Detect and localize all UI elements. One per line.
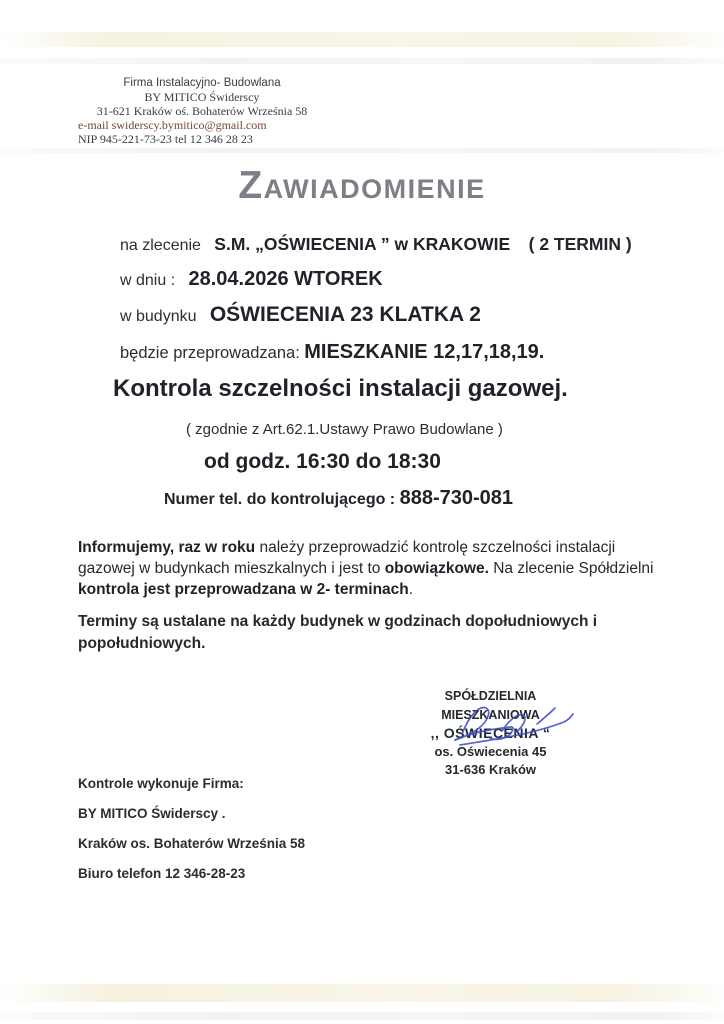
inspection-hours: od godz. 16:30 do 18:30 [204,450,441,473]
notice-line-building [120,303,481,327]
date-label: w dniu : [120,272,176,289]
scan-artifact-band [0,984,724,1002]
info-text-1: należy przeprowadzić kontrolę szczelności instalacji gazowej w budynkach mieszkalnych i jest to [78,539,616,577]
apartments-label: będzie przeprowadzana: [120,344,300,362]
info-bold-obowiazkowe: obowiązkowe. [384,560,489,577]
inspection-headline: Kontrola szczelności instalacji gazowej. [113,375,568,402]
building-value: OŚWIECENIA 23 KLATKA 2 [209,303,481,326]
commission-value: S.M. „OŚWIECENIA ” w KRAKOWIE [214,234,511,254]
letterhead-nip-phone: NIP 945-221-73-23 tel 12 346 28 23 [78,132,253,146]
info-paragraph-annual [78,537,656,600]
info-bold-informujemy: Informujemy, raz w roku [78,539,256,556]
contractor-block [78,769,305,889]
issuer-brand: ,, OŚWIECENIA “ [430,725,551,741]
contractor-address: Kraków os. Bohaterów Września 58 [78,836,306,851]
handwritten-signature [442,698,577,756]
letterhead [72,76,332,146]
phone-number: 888-730-081 [399,487,514,509]
letterhead-company-name: BY MITICO Świderscy [144,90,260,104]
letterhead-address: 31-621 Kraków oś. Bohaterów Września 58 [96,104,308,118]
scan-artifact-band [0,148,724,153]
info-paragraph-schedule: Terminy są ustalane na każdy budynek w godzinach dopołudniowych i popołudniowych. [78,613,598,652]
notice-line-apartments [120,341,544,364]
scan-artifact-band [0,58,724,64]
date-value: 28.04.2026 WTOREK [188,268,383,290]
issuer-city: 31-636 Kraków [444,762,537,777]
document-title: Zawiadomienie [238,164,486,207]
notice-line-commission [120,234,632,255]
scan-artifact-band [0,32,724,47]
term-number: ( 2 TERMIN ) [528,234,632,254]
issuer-name: SPÓŁDZIELNIA MIESZKANIOWA [441,689,540,722]
scan-artifact-band [0,1012,724,1020]
letterhead-email: e-mail swiderscy.bymitico@gmail.com [78,118,267,132]
info-text-2: Na zlecenie Spółdzielni [488,560,654,577]
inspector-phone-line [164,487,513,510]
legal-basis-note: ( zgodnie z Art.62.1.Ustawy Prawo Budowlane ) [186,421,503,438]
info-bold-terminy: kontrola jest przeprowadzana w 2- terminach [78,581,409,598]
building-label: w budynku [120,308,197,325]
info-text-3: . [408,581,414,598]
issuer-address: os. Oświecenia 45 [434,743,547,759]
letterhead-company-type: Firma Instalacyjno- Budowlana [123,77,281,89]
commission-label: na zlecenie [120,237,201,254]
contractor-name: BY MITICO Świderscy . [78,806,226,821]
contractor-phone: Biuro telefon 12 346-28-23 [78,866,246,881]
contractor-heading: Kontrole wykonuje Firma: [78,776,244,791]
phone-label: Numer tel. do kontrolującego : [164,491,400,508]
apartments-value: MIESZKANIE 12,17,18,19. [304,341,545,363]
notice-line-date [120,268,383,291]
